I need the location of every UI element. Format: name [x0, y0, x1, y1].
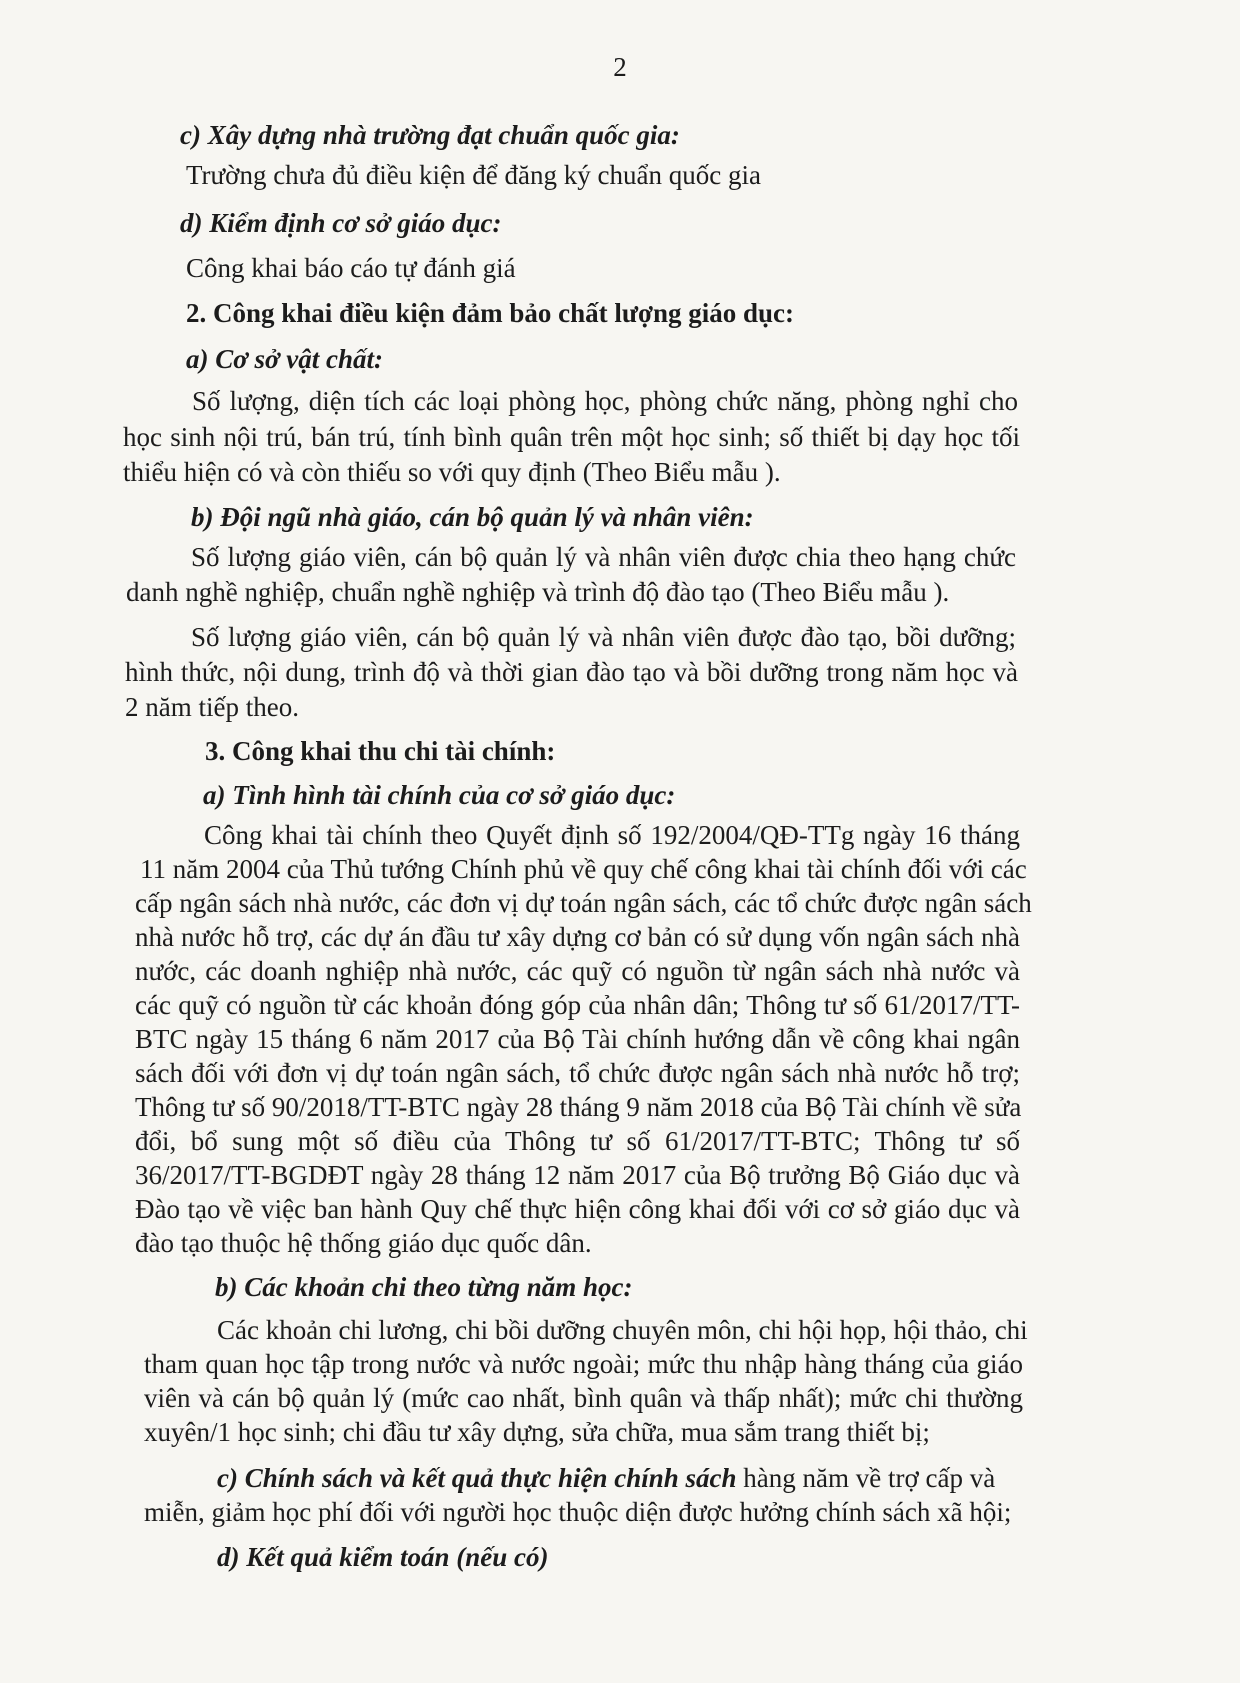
para-3a-line-4: nhà nước hỗ trợ, các dự án đầu tư xây dựng cơ bản có sử dụng vốn ngân sách nhà — [135, 922, 1020, 952]
heading-2a: a) Cơ sở vật chất: — [186, 344, 383, 374]
para-2a-line-1: Số lượng, diện tích các loại phòng học, phòng chức năng, phòng nghỉ cho — [192, 386, 1018, 416]
para-3b-line-2: tham quan học tập trong nước và nước ngoài; mức thu nhập hàng tháng của giáo — [144, 1349, 1023, 1379]
heading-2b: b) Đội ngũ nhà giáo, cán bộ quản lý và nhân viên: — [191, 502, 754, 532]
para-3b-line-3: viên và cán bộ quản lý (mức cao nhất, bình quân và thấp nhất); mức chi thường — [144, 1383, 1023, 1413]
para-2b2-line-2: hình thức, nội dung, trình độ và thời gian đào tạo và bồi dưỡng trong năm học và — [125, 657, 1018, 687]
heading-3d: d) Kết quả kiểm toán (nếu có) — [217, 1542, 549, 1572]
para-2b2-line-1: Số lượng giáo viên, cán bộ quản lý và nhân viên được đào tạo, bồi dưỡng; — [191, 622, 1016, 652]
text-d: Công khai báo cáo tự đánh giá — [186, 253, 516, 283]
para-3a-line-3: cấp ngân sách nhà nước, các đơn vị dự toán ngân sách, các tổ chức được ngân sách — [135, 888, 1032, 918]
para-3a-line-1: Công khai tài chính theo Quyết định số 192/2004/QĐ-TTg ngày 16 tháng — [204, 820, 1020, 850]
para-3a-line-10: đổi, bổ sung một số điều của Thông tư số 61/2017/TT-BTC; Thông tư số — [135, 1126, 1020, 1156]
page-number: 2 — [613, 52, 627, 82]
para-2a-line-3: thiểu hiện có và còn thiếu so với quy định (Theo Biểu mẫu ). — [123, 457, 781, 487]
para-2b1-line-1: Số lượng giáo viên, cán bộ quản lý và nhân viên được chia theo hạng chức — [191, 542, 1016, 572]
para-3a-line-2: 11 năm 2004 của Thủ tướng Chính phủ về quy chế công khai tài chính đối với các — [140, 854, 1027, 884]
para-2b1-line-2: danh nghề nghiệp, chuẩn nghề nghiệp và trình độ đào tạo (Theo Biểu mẫu ). — [126, 577, 950, 607]
heading-3b: b) Các khoản chi theo từng năm học: — [215, 1272, 633, 1302]
para-3a-line-13: đào tạo thuộc hệ thống giáo dục quốc dân. — [135, 1228, 592, 1258]
para-2a-line-2: học sinh nội trú, bán trú, tính bình quân trên một học sinh; số thiết bị dạy học tối — [123, 422, 1020, 452]
para-3a-line-7: BTC ngày 15 tháng 6 năm 2017 của Bộ Tài chính hướng dẫn về công khai ngân — [135, 1024, 1020, 1054]
para-3c-line-2: miễn, giảm học phí đối với người học thuộc diện được hưởng chính sách xã hội; — [144, 1497, 1012, 1527]
para-3a-line-5: nước, các doanh nghiệp nhà nước, các quỹ có nguồn từ ngân sách nhà nước và — [135, 956, 1020, 986]
text-c: Trường chưa đủ điều kiện để đăng ký chuẩn quốc gia — [186, 160, 761, 190]
heading-3c: c) Chính sách và kết quả thực hiện chính sách — [217, 1463, 737, 1493]
para-3c-rest: hàng năm về trợ cấp và — [736, 1463, 996, 1493]
heading-section-2: 2. Công khai điều kiện đảm bảo chất lượng giáo dục: — [186, 298, 795, 328]
heading-section-3: 3. Công khai thu chi tài chính: — [205, 736, 556, 766]
para-3c-line-1 — [217, 1461, 995, 1495]
para-3b-line-1: Các khoản chi lương, chi bồi dưỡng chuyên môn, chi hội họp, hội thảo, chi — [217, 1315, 1028, 1345]
para-2b2-line-3: 2 năm tiếp theo. — [125, 692, 299, 722]
heading-3a: a) Tình hình tài chính của cơ sở giáo dục: — [203, 780, 676, 810]
para-3a-line-12: Đào tạo về việc ban hành Quy chế thực hiện công khai đối với cơ sở giáo dục và — [135, 1194, 1020, 1224]
para-3a-line-9: Thông tư số 90/2018/TT-BTC ngày 28 tháng 9 năm 2018 của Bộ Tài chính về sửa — [135, 1092, 1022, 1122]
para-3a-line-8: sách đối với đơn vị dự toán ngân sách, tổ chức được ngân sách nhà nước hỗ trợ; — [135, 1058, 1020, 1088]
para-3b-line-4: xuyên/1 học sinh; chi đầu tư xây dựng, sửa chữa, mua sắm trang thiết bị; — [144, 1417, 930, 1447]
heading-d: d) Kiểm định cơ sở giáo dục: — [180, 208, 502, 238]
para-3a-line-6: các quỹ có nguồn từ các khoản đóng góp của nhân dân; Thông tư số 61/2017/TT- — [135, 990, 1020, 1020]
heading-c: c) Xây dựng nhà trường đạt chuẩn quốc gia: — [180, 120, 680, 150]
para-3a-line-11: 36/2017/TT-BGDĐT ngày 28 tháng 12 năm 2017 của Bộ trưởng Bộ Giáo dục và — [135, 1160, 1020, 1190]
